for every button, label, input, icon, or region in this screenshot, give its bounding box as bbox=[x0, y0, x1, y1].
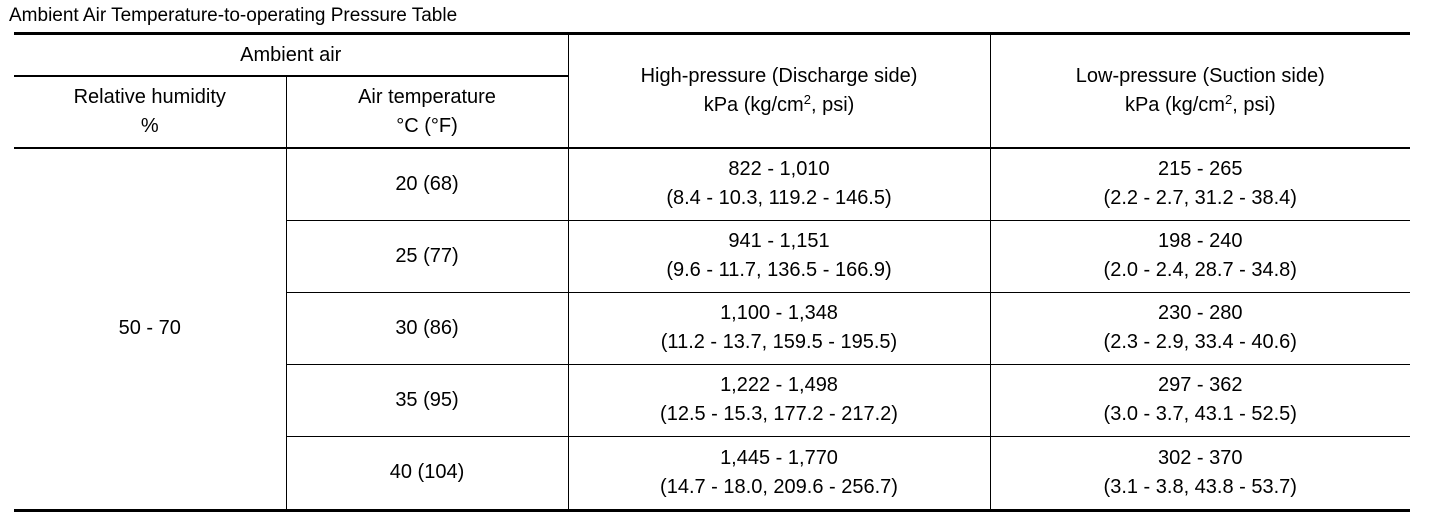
high-pressure-header bbox=[568, 34, 990, 149]
high-pressure-title: High-pressure (Discharge side) bbox=[640, 65, 918, 87]
high-pressure-cell: 1,445 - 1,770 (14.7 - 18.0, 209.6 - 256.7) bbox=[568, 436, 990, 510]
temp-cell: 40 (104) bbox=[286, 436, 568, 510]
high-pressure-cell: 1,100 - 1,348 (11.2 - 13.7, 159.5 - 195.5) bbox=[568, 292, 990, 364]
relative-humidity-header bbox=[14, 76, 286, 148]
low-pressure-unit: kPa ($kg/cm^2$, psi) bbox=[1124, 92, 1276, 116]
low-pressure-header bbox=[990, 34, 1410, 149]
high-pressure-unit: kPa ($kg/cm^2$, psi) bbox=[703, 92, 855, 116]
low-pressure-cell: 302 - 370 (3.1 - 3.8, 43.8 - 53.7) bbox=[990, 436, 1410, 510]
low-pressure-cell: 198 - 240 (2.0 - 2.4, 28.7 - 34.8) bbox=[990, 220, 1410, 292]
relative-humidity-unit: % bbox=[140, 115, 159, 137]
low-pressure-cell: 215 - 265 (2.2 - 2.7, 31.2 - 38.4) bbox=[990, 148, 1410, 220]
table-row bbox=[14, 148, 1410, 220]
temp-cell: 35 (95) bbox=[286, 364, 568, 436]
high-pressure-cell: 1,222 - 1,498 (12.5 - 15.3, 177.2 - 217.2) bbox=[568, 364, 990, 436]
humidity-value: 50 - 70 bbox=[14, 148, 286, 510]
temp-cell: 25 (77) bbox=[286, 220, 568, 292]
low-pressure-title: Low-pressure (Suction side) bbox=[1075, 65, 1325, 87]
low-pressure-cell: 297 - 362 (3.0 - 3.7, 43.1 - 52.5) bbox=[990, 364, 1410, 436]
table-caption: Ambient Air Temperature-to-operating Pressure Table bbox=[9, 5, 458, 26]
high-pressure-cell: 822 - 1,010 (8.4 - 10.3, 119.2 - 146.5) bbox=[568, 148, 990, 220]
pressure-table bbox=[14, 32, 1410, 512]
low-pressure-cell: 230 - 280 (2.3 - 2.9, 33.4 - 40.6) bbox=[990, 292, 1410, 364]
air-temperature-header bbox=[286, 76, 568, 148]
air-temperature-label: Air temperature bbox=[358, 86, 496, 108]
temp-cell: 30 (86) bbox=[286, 292, 568, 364]
high-pressure-cell: 941 - 1,151 (9.6 - 11.7, 136.5 - 166.9) bbox=[568, 220, 990, 292]
temp-cell: 20 (68) bbox=[286, 148, 568, 220]
air-temperature-unit: °C (°F) bbox=[396, 115, 458, 137]
ambient-air-header: Ambient air bbox=[14, 34, 568, 77]
relative-humidity-label: Relative humidity bbox=[73, 86, 226, 108]
